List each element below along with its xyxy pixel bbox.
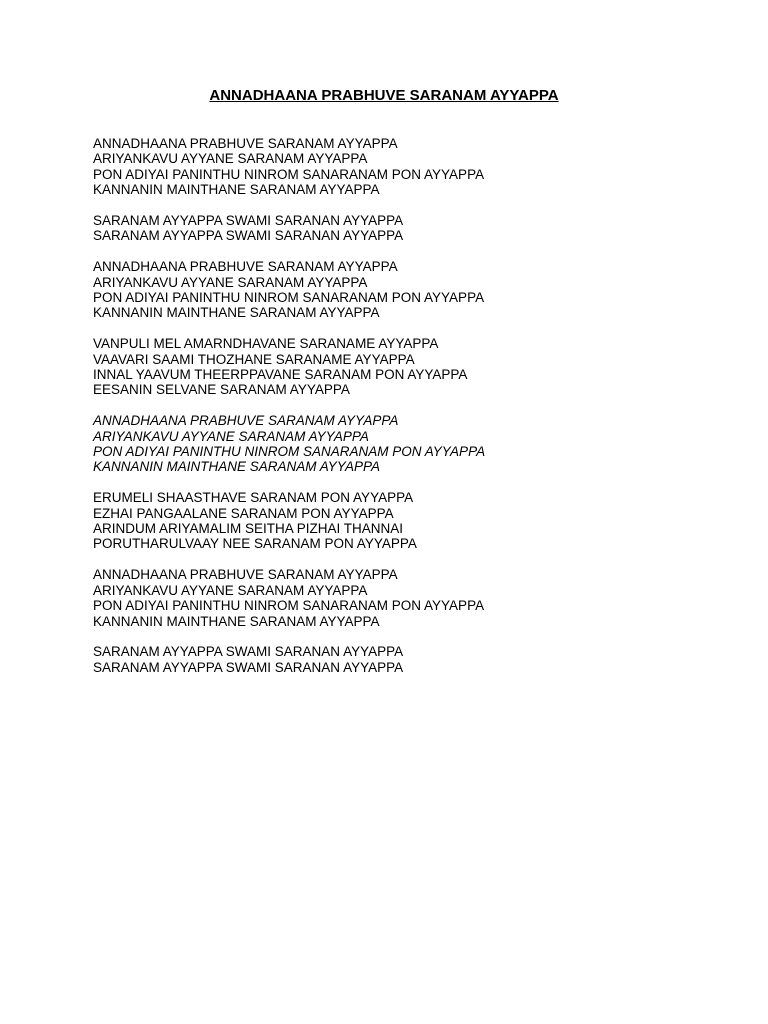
lyrics-body bbox=[93, 136, 733, 691]
lyric-line: SARANAM AYYAPPA SWAMI SARANAN AYYAPPA bbox=[93, 659, 404, 675]
lyric-line: ARINDUM ARIYAMALIM SEITHA PIZHAI THANNAI bbox=[93, 521, 404, 537]
lyric-line: ARIYANKAVU AYYANE SARANAM AYYAPPA bbox=[93, 582, 368, 598]
lyric-line: ANNADHAANA PRABHUVE SARANAM AYYAPPA bbox=[93, 136, 398, 151]
lyric-line: ANNADHAANA PRABHUVE SARANAM AYYAPPA bbox=[93, 259, 398, 275]
stanza-4 bbox=[93, 336, 733, 398]
lyric-line: SARANAM AYYAPPA SWAMI SARANAN AYYAPPA bbox=[93, 228, 404, 244]
lyric-line: INNAL YAAVUM THEERPPAVANE SARANAM PON AYYAPPA bbox=[93, 367, 468, 383]
stanza-6 bbox=[93, 490, 733, 552]
lyric-line: KANNANIN MAINTHANE SARANAM AYYAPPA bbox=[93, 182, 380, 198]
lyric-line: ARIYANKAVU AYYANE SARANAM AYYAPPA bbox=[93, 151, 368, 167]
lyric-line: PON ADIYAI PANINTHU NINROM SANARANAM PON AYYAPPA bbox=[93, 598, 485, 614]
lyric-line: SARANAM AYYAPPA SWAMI SARANAN AYYAPPA bbox=[93, 213, 404, 229]
stanza-7 bbox=[93, 567, 733, 629]
stanza-3 bbox=[93, 259, 733, 321]
stanza-5 bbox=[93, 413, 733, 475]
lyric-line: ARIYANKAVU AYYANE SARANAM AYYAPPA bbox=[93, 428, 369, 444]
stanza-1 bbox=[93, 136, 733, 198]
stanza-2 bbox=[93, 213, 733, 244]
lyric-line: PORUTHARULVAAY NEE SARANAM PON AYYAPPA bbox=[93, 536, 417, 552]
lyric-line: KANNANIN MAINTHANE SARANAM AYYAPPA bbox=[93, 459, 381, 475]
lyric-line: VAAVARI SAAMI THOZHANE SARANAME AYYAPPA bbox=[93, 351, 415, 367]
lyric-line: EZHAI PANGAALANE SARANAM PON AYYAPPA bbox=[93, 505, 394, 521]
stanza-8 bbox=[93, 644, 733, 675]
lyric-line: PON ADIYAI PANINTHU NINROM SANARANAM PON AYYAPPA bbox=[93, 290, 485, 306]
lyric-line: SARANAM AYYAPPA SWAMI SARANAN AYYAPPA bbox=[93, 644, 404, 660]
lyric-line: VANPULI MEL AMARNDHAVANE SARANAME AYYAPPA bbox=[93, 336, 439, 352]
lyric-line: PON ADIYAI PANINTHU NINROM SANARANAM PON AYYAPPA bbox=[93, 444, 486, 460]
lyric-line: ANNADHAANA PRABHUVE SARANAM AYYAPPA bbox=[93, 413, 399, 429]
lyric-line: PON ADIYAI PANINTHU NINROM SANARANAM PON AYYAPPA bbox=[93, 166, 485, 182]
lyric-line: KANNANIN MAINTHANE SARANAM AYYAPPA bbox=[93, 613, 380, 629]
lyric-line: ANNADHAANA PRABHUVE SARANAM AYYAPPA bbox=[93, 567, 398, 583]
lyric-line: EESANIN SELVANE SARANAM AYYAPPA bbox=[93, 382, 350, 398]
lyric-line: ERUMELI SHAASTHAVE SARANAM PON AYYAPPA bbox=[93, 490, 414, 506]
document-title: ANNADHAANA PRABHUVE SARANAM AYYAPPA bbox=[209, 87, 559, 104]
lyric-line: KANNANIN MAINTHANE SARANAM AYYAPPA bbox=[93, 305, 380, 321]
lyric-line: ARIYANKAVU AYYANE SARANAM AYYAPPA bbox=[93, 274, 368, 290]
